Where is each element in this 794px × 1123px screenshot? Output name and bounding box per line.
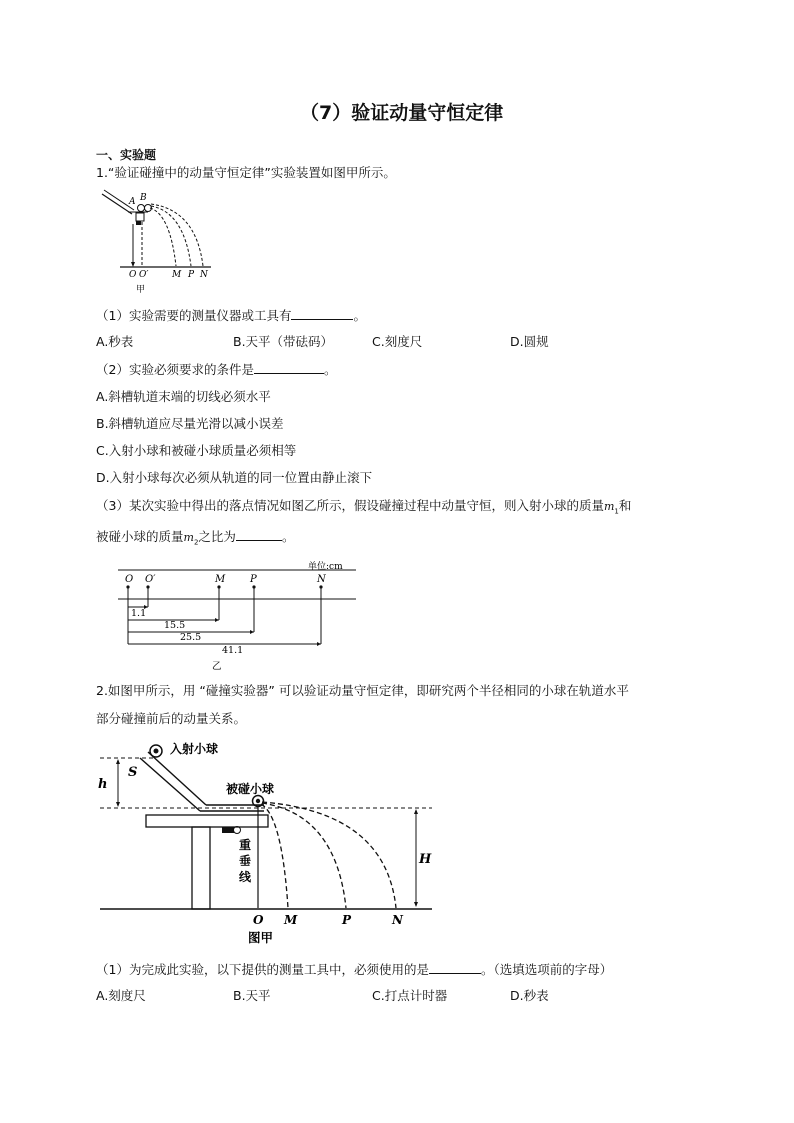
q1-part2-end: 。 bbox=[323, 362, 337, 377]
q1-part1-blank[interactable] bbox=[291, 307, 353, 320]
q1-figure-a bbox=[96, 188, 226, 298]
q2-part1-end: 。（选填选项前的字母） bbox=[480, 962, 613, 977]
q1-part2-option-c: C.入射小球和被碰小球质量必须相等 bbox=[96, 443, 297, 458]
q1-part2 bbox=[96, 361, 336, 378]
q1-part3-text-a: （3）某次实验中得出的落点情况如图乙所示，假设碰撞过程中动量守恒，则入射小球的质量 bbox=[96, 498, 604, 513]
fig-h-label: h bbox=[98, 777, 108, 792]
q1-part1-end: 。 bbox=[353, 308, 366, 323]
q2-figure bbox=[96, 736, 436, 951]
q1-part3-end: 。 bbox=[281, 529, 295, 544]
q1-part2-option-b: B.斜槽轨道应尽量光滑以减小误差 bbox=[96, 416, 284, 431]
fig-target-ball-label: 被碰小球 bbox=[226, 782, 275, 796]
q2-part1-option-a: A.刻度尺 bbox=[96, 988, 146, 1003]
fig-point-M: M bbox=[284, 913, 298, 927]
fig-b-caption: 乙 bbox=[212, 661, 222, 672]
q1-part1-option-a: A.秒表 bbox=[96, 334, 134, 349]
q2-part1-blank[interactable] bbox=[429, 961, 481, 974]
fig-plumb-char-2: 垂 bbox=[239, 854, 252, 868]
fig-b-point-O-prime: O′ bbox=[145, 574, 156, 585]
fig-a-point-N: N bbox=[200, 270, 208, 280]
fig-b-dist-2: 15.5 bbox=[164, 620, 186, 631]
m1-subscript: 1 bbox=[614, 507, 619, 516]
page-title: （7）验证动量守恒定律 bbox=[300, 102, 504, 124]
q1-stem: 1.“验证碰撞中的动量守恒定律”实验装置如图甲所示。 bbox=[96, 165, 396, 180]
fig-a-point-O: O bbox=[129, 270, 137, 280]
q1-part3-text-b: 和 bbox=[618, 498, 632, 513]
q1-part3-blank[interactable] bbox=[236, 528, 282, 541]
q1-part1-text: （1）实验需要的测量仪器或工具有 bbox=[96, 308, 292, 323]
q1-figure-b bbox=[112, 560, 362, 672]
fig-plumb-char-3: 线 bbox=[239, 870, 252, 884]
fig-b-dist-3: 25.5 bbox=[180, 632, 202, 643]
fig-plumb-char-1: 重 bbox=[239, 838, 252, 852]
q1-part2-option-a: A.斜槽轨道末端的切线必须水平 bbox=[96, 389, 271, 404]
q2-part1-option-b: B.天平 bbox=[233, 988, 271, 1003]
fig-H-label: H bbox=[419, 852, 432, 867]
fig-a-caption: 甲 bbox=[136, 285, 146, 295]
fig-point-N: N bbox=[392, 913, 403, 927]
fig-b-unit: 单位:cm bbox=[308, 562, 343, 572]
m2-symbol: m bbox=[183, 531, 194, 544]
q2-part1 bbox=[96, 961, 612, 978]
fig-a-point-P: P bbox=[188, 270, 195, 280]
fig-S-label: S bbox=[128, 765, 138, 780]
q1-part2-text: （2）实验必须要求的条件是 bbox=[96, 362, 254, 377]
fig-b-point-N: N bbox=[317, 574, 326, 585]
fig-a-label-B: B bbox=[140, 193, 147, 203]
q1-part2-option-d: D.入射小球每次必须从轨道的同一位置由静止滚下 bbox=[96, 470, 373, 485]
m2-subscript: 2 bbox=[193, 538, 199, 547]
q1-part1 bbox=[96, 307, 366, 324]
q1-part3-text-c: 被碰小球的质量 bbox=[96, 529, 184, 544]
fig-a-label-A: A bbox=[129, 197, 136, 207]
section-heading: 一、实验题 bbox=[96, 148, 157, 162]
fig-b-point-M: M bbox=[215, 574, 226, 585]
fig-b-point-P: P bbox=[250, 574, 257, 585]
fig-b-dist-4: 41.1 bbox=[222, 645, 244, 656]
fig-point-P: P bbox=[342, 913, 352, 927]
q2-part1-option-d: D.秒表 bbox=[510, 988, 549, 1003]
q1-part3-line2 bbox=[96, 528, 294, 551]
q1-part2-blank[interactable] bbox=[254, 361, 324, 374]
fig-b-dist-1: 1.1 bbox=[131, 608, 147, 619]
q2-stem-line2: 部分碰撞前后的动量关系。 bbox=[96, 711, 247, 726]
fig-a-point-O-prime: O′ bbox=[139, 270, 149, 280]
q1-part3-line1 bbox=[96, 498, 631, 520]
fig-b-point-O: O bbox=[125, 574, 134, 585]
q1-part1-option-d: D.圆规 bbox=[510, 334, 549, 349]
q2-part1-option-c: C.打点计时器 bbox=[372, 988, 448, 1003]
q1-part1-option-b: B.天平（带砝码） bbox=[233, 334, 334, 349]
q1-part1-option-c: C.刻度尺 bbox=[372, 334, 423, 349]
fig-incident-ball-label: 入射小球 bbox=[170, 742, 219, 756]
q2-stem-line1: 2.如图甲所示，用 “碰撞实验器” 可以验证动量守恒定律，即研究两个半径相同的小球在轨道水平 bbox=[96, 683, 629, 698]
q2-part1-text: （1）为完成此实验，以下提供的测量工具中，必须使用的是 bbox=[96, 962, 429, 977]
fig-point-O: O bbox=[253, 913, 264, 927]
fig-a-point-M: M bbox=[172, 270, 182, 280]
m1-symbol: m bbox=[603, 500, 615, 513]
q1-part3-text-d: 之比为 bbox=[198, 529, 236, 544]
fig-caption: 图甲 bbox=[248, 930, 274, 945]
